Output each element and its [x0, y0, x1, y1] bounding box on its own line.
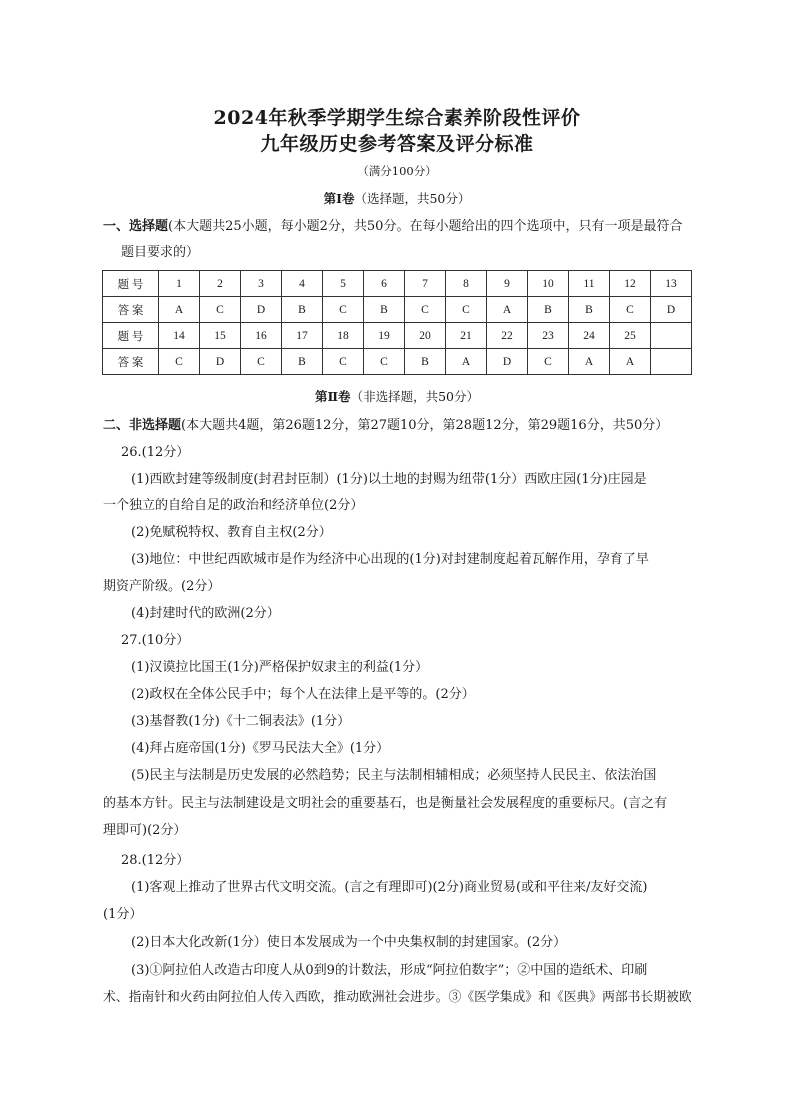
section-2-heading: [103, 414, 668, 433]
q26-part4: (4)封建时代的欧洲(2分）: [131, 606, 280, 621]
table-cell: D: [200, 349, 241, 375]
table-cell: B: [364, 297, 405, 323]
q27-part3: (3)基督教(1分)《十二铜表法》(1分）: [131, 714, 351, 729]
table-cell: 25: [610, 323, 651, 349]
table-row: [103, 271, 692, 297]
q28-part1-line2: (1分）: [103, 907, 143, 922]
table-cell: 12: [610, 271, 651, 297]
answer-table: [102, 270, 692, 375]
section-2-title: 二、非选择题: [103, 418, 182, 433]
q26-part3-line2: 期资产阶级。(2分）: [103, 579, 221, 594]
volume-2-heading: [0, 387, 794, 405]
table-row: [103, 349, 692, 375]
q26-part3-line1: (3)地位：中世纪西欧城市是作为经济中心出现的(1分)对封建制度起着瓦解作用，孕育了早: [131, 552, 649, 567]
full-mark-note: （满分100分）: [357, 164, 437, 178]
volume-2-note: （非选择题，共50分）: [350, 389, 479, 404]
table-cell: A: [569, 349, 610, 375]
table-cell: 17: [282, 323, 323, 349]
table-cell: C: [610, 297, 651, 323]
table-cell: [651, 349, 692, 375]
table-cell: B: [528, 297, 569, 323]
table-cell: C: [159, 349, 200, 375]
q28-heading: 28.(12分）: [121, 853, 190, 868]
q27-part2: (2)政权在全体公民手中；每个人在法律上是平等的。(2分）: [131, 687, 475, 702]
table-cell: B: [282, 349, 323, 375]
section-1-desc: (本大题共25小题，每小题2分，共50分。在每小题给出的四个选项中，只有一项是最符合: [168, 219, 683, 234]
q27-part1: (1)汉谟拉比国王(1分)严格保护奴隶主的利益(1分）: [131, 660, 429, 675]
q27-part5-line2: 的基本方针。民主与法制建设是文明社会的重要基石，也是衡量社会发展程度的重要标尺。(言之有: [103, 796, 668, 811]
table-cell: 15: [200, 323, 241, 349]
q27-part5-line1: (5)民主与法制是历史发展的必然趋势；民主与法制相辅相成；必须坚持人民民主、依法治国: [131, 768, 657, 783]
table-cell: 14: [159, 323, 200, 349]
table-cell: 11: [569, 271, 610, 297]
table-cell: 24: [569, 323, 610, 349]
q28-part2: (2)日本大化改新(1分）使日本发展成为一个中央集权制的封建国家。(2分）: [131, 935, 567, 950]
table-cell: 5: [323, 271, 364, 297]
table-cell: B: [282, 297, 323, 323]
table-cell: 2: [200, 271, 241, 297]
table-row: [103, 323, 692, 349]
q28-part3-line1: (3)①阿拉伯人改造古印度人从0到9的计数法，形成“阿拉伯数字”；②中国的造纸术、印刷: [131, 963, 648, 978]
table-cell: 23: [528, 323, 569, 349]
table-cell: 10: [528, 271, 569, 297]
table-cell: 19: [364, 323, 405, 349]
table-cell: C: [364, 349, 405, 375]
table-cell: C: [241, 349, 282, 375]
table-cell: B: [405, 349, 446, 375]
table-cell: 21: [446, 323, 487, 349]
q26-part2: (2)免赋税特权、教育自主权(2分）: [131, 525, 332, 540]
table-cell: 6: [364, 271, 405, 297]
table-cell: 3: [241, 271, 282, 297]
volume-1-heading: [0, 189, 794, 207]
volume-1-note: （选择题，共50分）: [354, 191, 471, 206]
table-cell: D: [487, 349, 528, 375]
table-row-header: 题 号: [103, 323, 159, 349]
table-cell: C: [323, 349, 364, 375]
q28-part1-line1: (1)客观上推动了世界古代文明交流。(言之有理即可)(2分)商业贸易(或和平往来/友好交流): [131, 880, 648, 895]
table-row: [103, 297, 692, 323]
page-subtitle: 九年级历史参考答案及评分标准: [260, 133, 534, 155]
table-cell: 8: [446, 271, 487, 297]
table-cell: 22: [487, 323, 528, 349]
table-row-header: 题 号: [103, 271, 159, 297]
table-cell: B: [569, 297, 610, 323]
table-cell: 16: [241, 323, 282, 349]
table-cell: 7: [405, 271, 446, 297]
table-cell: 9: [487, 271, 528, 297]
section-2-desc: (本大题共4题，第26题12分，第27题10分，第28题12分，第29题16分，共50分）: [181, 418, 669, 433]
q27-part4: (4)拜占庭帝国(1分)《罗马民法大全》(1分）: [131, 741, 390, 756]
section-1-desc-cont: 题目要求的）: [121, 245, 200, 260]
table-cell: 1: [159, 271, 200, 297]
table-cell: A: [487, 297, 528, 323]
volume-2-label: 第Ⅱ卷: [315, 389, 351, 404]
table-cell: C: [323, 297, 364, 323]
table-cell: 20: [405, 323, 446, 349]
volume-1-label: 第Ⅰ卷: [323, 191, 355, 206]
table-cell: 4: [282, 271, 323, 297]
table-cell: C: [405, 297, 446, 323]
q26-part1-line1: (1)西欧封建等级制度(封君封臣制）(1分)以土地的封赐为纽带(1分）西欧庄园(1分)庄园是: [131, 472, 647, 487]
table-row-header: 答 案: [103, 297, 159, 323]
table-cell: D: [651, 297, 692, 323]
table-cell: A: [610, 349, 651, 375]
section-1-heading: [103, 215, 682, 234]
table-cell: D: [241, 297, 282, 323]
q28-part3-line2: 术、指南针和火药由阿拉伯人传入西欧，推动欧洲社会进步。③《医学集成》和《医典》两部书长期被欧: [103, 990, 692, 1005]
page-title: 2024年秋季学期学生综合素养阶段性评价: [213, 107, 581, 129]
table-cell: A: [446, 349, 487, 375]
table-row-header: 答 案: [103, 349, 159, 375]
table-cell: A: [159, 297, 200, 323]
table-cell: C: [446, 297, 487, 323]
table-cell: C: [528, 349, 569, 375]
q27-heading: 27.(10分）: [121, 633, 190, 648]
table-cell: C: [200, 297, 241, 323]
q26-heading: 26.(12分）: [121, 445, 190, 460]
q27-part5-line3: 理即可)(2分）: [103, 823, 187, 838]
table-cell: [651, 323, 692, 349]
table-cell: 13: [651, 271, 692, 297]
q26-part1-line2: 一个独立的自给自足的政治和经济单位(2分）: [103, 498, 364, 513]
table-cell: 18: [323, 323, 364, 349]
section-1-title: 一、选择题: [103, 219, 169, 234]
